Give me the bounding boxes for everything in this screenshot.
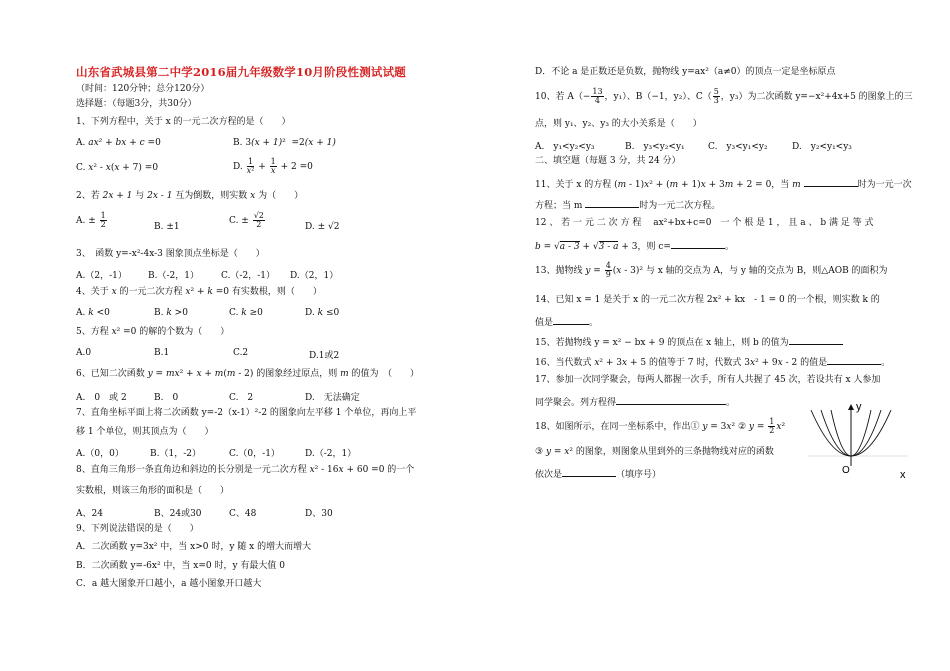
q5-stem: 5、方程 x² =0 的解的个数为（ ）: [76, 327, 230, 337]
q13-line: 13、抛物线 y = $\frac{4}{9}$ (x - 3)² 与 x 轴的交点为 A，与 y 轴的交点为 B，则△AOB 的面积为: [535, 261, 888, 279]
q2-option-c: C. ± $\frac{√2}{2}$: [229, 211, 264, 229]
q12-line2: b = √a - 3 + √3 - a + 3，则 c= 。: [535, 242, 734, 252]
q8-stem-line2: 实数根，则该三角形的面积是（ ）: [76, 486, 230, 496]
q6-stem: 6、已知二次函数 y = mx² + x + m(m - 2) 的图象经过原点，则 m 的值为 （ ）: [76, 369, 420, 379]
q11-blank-2[interactable]: [585, 199, 639, 208]
q11-line1: 11、关于 x 的方程 (m - 1)x² + (m + 1)x + 3m + 2 = 0，当 m 时为一元一次: [535, 180, 912, 190]
q3-option-a: A.（2，-1）: [76, 271, 127, 281]
q2-option-b: B. ±1: [154, 222, 180, 232]
q9-option-b: B．二次函数 y=-6x² 中，当 x=0 时，y 有最大值 0: [76, 561, 286, 571]
q18-line3: 依次是 （填序号）: [535, 470, 662, 480]
q8-stem-line1: 8、直角三角形一条直角边和斜边的长分别是一元二次方程 x² - 16x + 60 =0 的一个: [76, 465, 415, 475]
q1-option-c: C. x² - x(x + 7) =0: [76, 163, 159, 173]
q4-option-d: D. k ≤0: [305, 308, 340, 318]
x-axis-label: x: [900, 469, 906, 481]
q8-option-b: B、24或30: [154, 509, 202, 519]
q1-option-b: B. 3(x + 1)² =2(x + 1): [233, 138, 336, 148]
q7-option-b: B.（1，-2）: [150, 449, 201, 459]
q18-line1: 18、如图所示，在同一坐标系中，作出① y = 3x² ② y = $\frac{1}{2}$ x²: [535, 417, 786, 435]
q4-option-a: A. k <0: [76, 308, 110, 318]
q2-stem: 2、若 2x + 1 与 2x - 1 互为倒数，则实数 x 为（ ）: [76, 191, 304, 201]
q10-option-c: C. y₃<y₁<y₂: [708, 142, 768, 152]
q2-option-d: D. ± √2: [305, 222, 340, 232]
q9-option-d: D．不论 a 是正数还是负数，抛物线 y=ax²（a≠0）的顶点一定是坐标原点: [535, 67, 836, 77]
q17-line1: 17、参加一次同学聚会，每两人都握一次手，所有人共握了 45 次，若设共有 x 人参加: [535, 375, 881, 385]
q18-blank[interactable]: [562, 468, 616, 477]
q2-option-a: A. ± $\frac{1}{2}$: [76, 211, 106, 229]
y-axis-label: y: [856, 401, 862, 413]
exam-meta: （时间：120分钟；总分120分）: [76, 84, 210, 94]
q5-option-d: D.1或2: [309, 351, 340, 361]
q7-option-c: C.（0，-1）: [229, 449, 280, 459]
q18-line2: ③ y = x² 的图象，则图象从里到外的三条抛物线对应的函数: [535, 447, 774, 457]
q1-stem: 1、下列方程中，关于 x 的一元二次方程的是（ ）: [76, 117, 291, 127]
q8-option-c: C、48: [229, 509, 257, 519]
q16-blank[interactable]: [827, 356, 881, 365]
q10-option-a: A. y₁<y₂<y₃: [535, 142, 595, 152]
parabola-figure: [808, 398, 918, 488]
q5-option-b: B.1: [154, 348, 170, 358]
q10-option-d: D. y₂<y₁<y₃: [792, 142, 852, 152]
q10-stem-line2: 点，则 y₁、y₂、y₃ 的大小关系是（ ）: [535, 119, 702, 129]
q4-stem: 4、关于 x 的一元二次方程 x² + k =0 有实数根，则（ ）: [76, 287, 322, 297]
q4-option-c: C. k ≥0: [229, 308, 263, 318]
q15-line: 15、若抛物线 y = x² − bx + 9 的顶点在 x 轴上，则 b 的值为: [535, 336, 843, 349]
q6-option-b: B. 0: [154, 393, 179, 403]
section-choice-heading: 选择题：（每题3分，共30分）: [76, 99, 197, 109]
q9-option-c: C．a 越大图象开口越小，a 越小图象开口越大: [76, 579, 262, 589]
q11-blank-1[interactable]: [804, 178, 858, 187]
q7-stem-line1: 7、直角坐标平面上将二次函数 y=-2（x-1）²-2 的图象向左平移 1 个单位，再向上平: [76, 408, 417, 418]
q15-blank[interactable]: [789, 336, 843, 345]
q5-option-a: A.0: [76, 348, 92, 358]
q10-stem-line1: 10、若 A（− $\frac{13}{4}$ ，y₁）、B（−1，y₂）、C（ $\frac{5}{3}$ ，y₃）为二次函数 y=−x²+4x+5 的图象上的三: [535, 87, 913, 105]
q8-option-a: A、24: [76, 509, 103, 519]
q3-option-b: B.（-2，1）: [148, 271, 199, 281]
q1-option-d: D. $\frac{1}{\text{x²}}$ + $\frac{1}{x}$ + 2 =0: [233, 157, 313, 175]
page-title: 山东省武城县第二中学2016届九年级数学10月阶段性测试试题: [76, 65, 407, 79]
q6-option-d: D. 无法确定: [305, 393, 360, 403]
q6-option-a: A. 0 或 2: [76, 393, 127, 403]
q7-option-a: A.（0，0）: [76, 449, 124, 459]
q5-option-c: C.2: [233, 348, 249, 358]
section-fill-heading: 二、填空题（每题 3 分，共 24 分）: [535, 156, 681, 166]
q3-option-c: C.（-2，-1）: [221, 271, 275, 281]
q3-stem: 3、 函数 y=-x²-4x-3 图象顶点坐标是（ ）: [76, 249, 265, 259]
q14-line1: 14、已知 x = 1 是关于 x 的一元二次方程 2x² + kx - 1 = 0 的一个根，则实数 k 的: [535, 295, 880, 305]
q12-line1: 12 、 若 一 元 二 次 方 程 ax²+bx+c=0 一 个 根 是 1 ， 且 a 、 b 满 足 等 式: [535, 218, 874, 228]
q17-line2: 同学聚会。列方程得 。: [535, 398, 736, 408]
q17-blank[interactable]: [616, 396, 726, 405]
q11-line2: 方程；当 m 时为一元二次方程。: [535, 201, 721, 211]
y-axis-arrow: [848, 404, 854, 410]
q14-blank[interactable]: [553, 316, 589, 325]
q16-line: 16、当代数式 x² + 3x + 5 的值等于 7 时，代数式 3x² + 9x - 2 的值是 。: [535, 358, 891, 368]
q9-option-a: A．二次函数 y=3x² 中，当 x>0 时，y 随 x 的增大而增大: [76, 542, 312, 552]
q12-blank[interactable]: [671, 240, 725, 249]
q7-stem-line2: 移 1 个单位，则其顶点为（ ）: [76, 427, 214, 437]
q10-option-b: B. y₃<y₂<y₁: [625, 142, 685, 152]
q8-option-d: D、30: [305, 509, 333, 519]
q4-option-b: B. k >0: [154, 308, 188, 318]
origin-label: O: [842, 465, 850, 476]
q3-option-d: D.（2，1）: [290, 271, 339, 281]
q7-option-d: D.（-2，1）: [305, 449, 357, 459]
q9-stem: 9、下列说法错误的是（ ）: [76, 524, 199, 534]
q6-option-c: C. 2: [229, 393, 254, 403]
q1-option-a: A. ax² + bx + c =0: [76, 138, 161, 148]
q14-line2: 值是 。: [535, 318, 599, 328]
